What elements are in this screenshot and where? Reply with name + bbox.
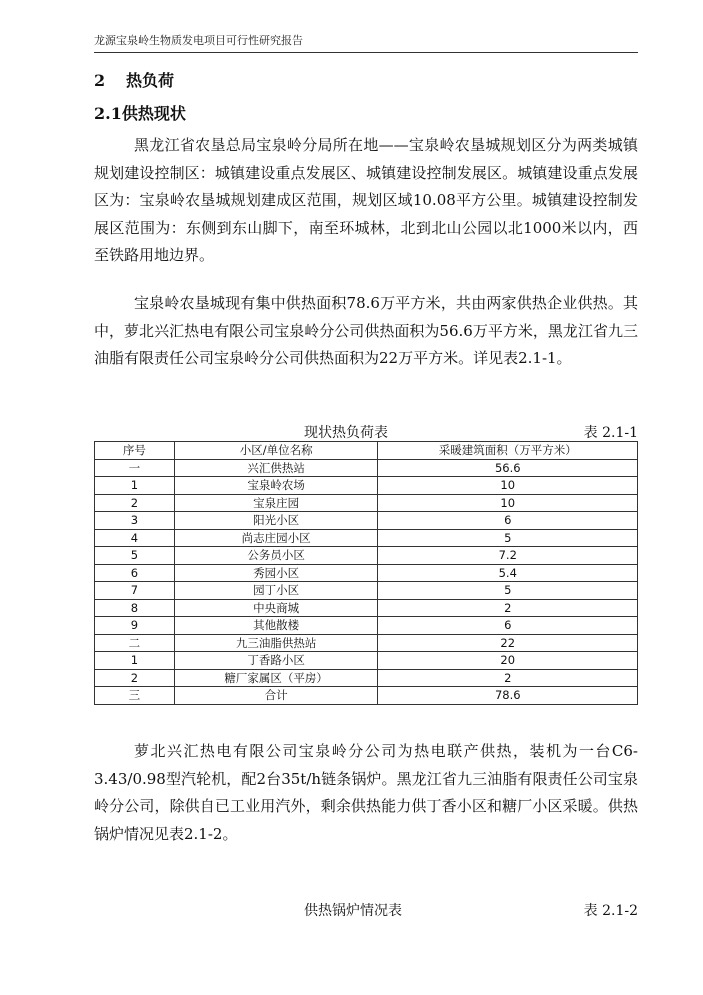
subsection-heading: 2.1供热现状 — [94, 104, 186, 123]
table-cell: 中央商城 — [174, 599, 378, 617]
paragraph-2: 宝泉岭农垦城现有集中供热面积78.6万平方米，共由两家供热企业供热。其中，萝北兴汇热电有限公司宝泉岭分公司供热面积为56.6万平方米，黑龙江省九三油脂有限责任公司宝泉岭分公司供热面积为22万平方米。详见表2.1-1。 — [94, 294, 638, 367]
table-row — [95, 669, 638, 687]
table1-title: 现状热负荷表 — [304, 425, 388, 441]
heat-load-table — [94, 441, 638, 705]
table2-title: 供热锅炉情况表 — [304, 903, 402, 919]
table-row — [95, 652, 638, 670]
table-cell: 6 — [378, 617, 638, 635]
table-row — [95, 564, 638, 582]
table-cell: 4 — [95, 529, 175, 547]
table-cell: 56.6 — [378, 459, 638, 477]
table-cell: 九三油脂供热站 — [174, 634, 378, 652]
table-cell: 1 — [95, 652, 175, 670]
column-header: 序号 — [95, 442, 175, 460]
table-cell: 2 — [378, 599, 638, 617]
table-cell: 公务员小区 — [174, 547, 378, 565]
table-row — [95, 547, 638, 565]
table-cell: 2 — [378, 669, 638, 687]
table-row — [95, 617, 638, 635]
table-cell: 7 — [95, 582, 175, 600]
table-cell: 22 — [378, 634, 638, 652]
table-cell: 一 — [95, 459, 175, 477]
table1-number: 表 2.1-1 — [583, 425, 638, 441]
table2-number: 表 2.1-2 — [583, 903, 638, 919]
table-cell: 6 — [378, 512, 638, 530]
table-row — [95, 459, 638, 477]
table-cell: 阳光小区 — [174, 512, 378, 530]
paragraph-1: 黑龙江省农垦总局宝泉岭分局所在地——宝泉岭农垦城规划区分为两类城镇规划建设控制区：城镇建设重点发展区、城镇建设控制发展区。城镇建设重点发展区为：宝泉岭农垦城规划建成区范围，规划区域10.08平方公里。城镇建设控制发展区范围为：东侧到东山脚下，南至环城林，北到北山公园以北1000米以内，西至铁路用地边界。 — [94, 136, 638, 264]
table-row — [95, 529, 638, 547]
table-cell: 三 — [95, 687, 175, 705]
table-row — [95, 687, 638, 705]
table-cell: 20 — [378, 652, 638, 670]
table-cell: 2 — [95, 669, 175, 687]
table-cell: 5 — [378, 529, 638, 547]
page-header: 龙源宝泉岭生物质发电项目可行性研究报告 — [94, 32, 638, 53]
table-cell: 丁香路小区 — [174, 652, 378, 670]
table-cell: 5.4 — [378, 564, 638, 582]
table-cell: 兴汇供热站 — [174, 459, 378, 477]
table-row — [95, 494, 638, 512]
table-cell: 宝泉岭农场 — [174, 477, 378, 495]
table-cell: 合计 — [174, 687, 378, 705]
table-header-row — [95, 442, 638, 460]
section-heading — [94, 68, 174, 91]
table-cell: 5 — [378, 582, 638, 600]
table-cell: 二 — [95, 634, 175, 652]
table-cell: 10 — [378, 477, 638, 495]
table-row — [95, 477, 638, 495]
table-cell: 6 — [95, 564, 175, 582]
table-cell: 3 — [95, 512, 175, 530]
table-cell: 7.2 — [378, 547, 638, 565]
table-cell: 78.6 — [378, 687, 638, 705]
table-cell: 10 — [378, 494, 638, 512]
table-cell: 其他散楼 — [174, 617, 378, 635]
table2-caption — [94, 900, 638, 918]
table-row — [95, 599, 638, 617]
table-cell: 园丁小区 — [174, 582, 378, 600]
paragraph-3: 萝北兴汇热电有限公司宝泉岭分公司为热电联产供热，装机为一台C6-3.43/0.98型汽轮机，配2台35t/h链条锅炉。黑龙江省九三油脂有限责任公司宝泉岭分公司，除供自已工业用汽外，剩余供热能力供丁香小区和糖厂小区采暖。供热锅炉情况见表2.1-2。 — [94, 742, 638, 843]
table-cell: 5 — [95, 547, 175, 565]
section-title: 热负荷 — [126, 71, 175, 90]
table-cell: 宝泉庄园 — [174, 494, 378, 512]
table1-caption — [94, 422, 638, 440]
table-cell: 8 — [95, 599, 175, 617]
table-cell: 糖厂家属区（平房） — [174, 669, 378, 687]
table-cell: 1 — [95, 477, 175, 495]
table-cell: 尚志庄园小区 — [174, 529, 378, 547]
section-number: 2 — [94, 71, 106, 90]
table-row — [95, 582, 638, 600]
column-header: 小区/单位名称 — [174, 442, 378, 460]
table-row — [95, 634, 638, 652]
column-header: 采暖建筑面积（万平方米） — [378, 442, 638, 460]
table-cell: 2 — [95, 494, 175, 512]
table-cell: 秀园小区 — [174, 564, 378, 582]
table-row — [95, 512, 638, 530]
table-cell: 9 — [95, 617, 175, 635]
